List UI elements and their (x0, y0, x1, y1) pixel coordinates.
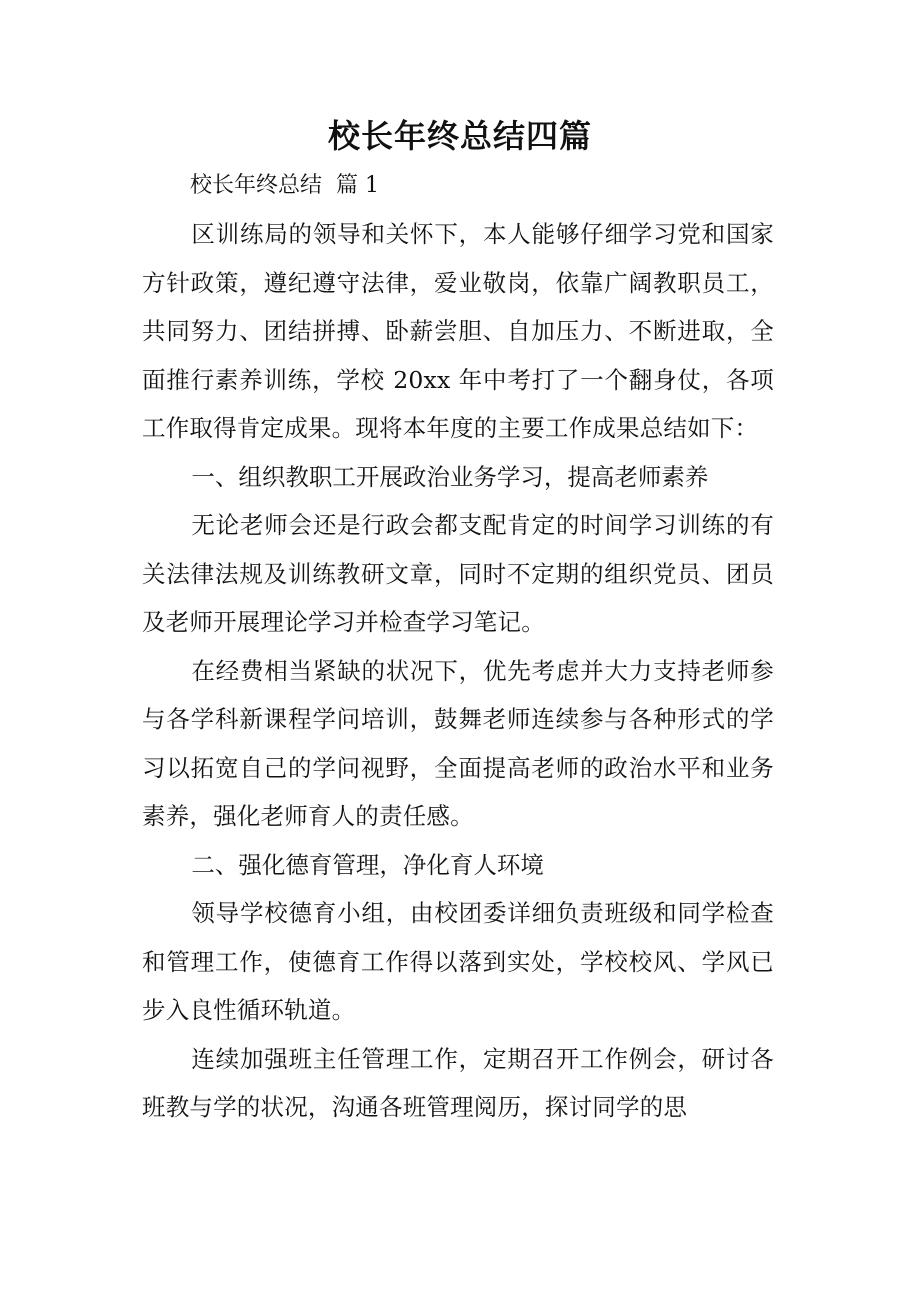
paragraph: 无论老师会还是行政会都支配肯定的时间学习训练的有关法律法规及训练教研文章，同时不定期的组织党员、团员及老师开展理论学习并检查学习笔记。 (142, 511, 774, 636)
section-subtitle: 校长年终总结 篇 1 (190, 173, 379, 198)
paragraph: 区训练局的领导和关怀下，本人能够仔细学习党和国家方针政策，遵纪遵守法律，爱业敬岗，依靠广阔教职员工，共同努力、团结拼搏、卧薪尝胆、自加压力、不断进取，全面推行素养训练，学校 20xx 年中考打了一个翻身仗，各项工作取得肯定成果。现将本年度的主要工作成果总结如下： (142, 220, 774, 442)
page-title: 校长年终总结四篇 (327, 117, 592, 155)
paragraph: 连续加强班主任管理工作，定期召开工作例会，研讨各班教与学的状况，沟通各班管理阅历，探讨同学的思 (142, 1044, 774, 1121)
paragraph: 在经费相当紧缺的状况下，优先考虑并大力支持老师参与各学科新课程学问培训，鼓舞老师连续参与各种形式的学习以拓宽自己的学问视野，全面提高老师的政治水平和业务素养，强化老师育人的责任感。 (142, 656, 774, 830)
section-heading: 二、强化德育管理，净化育人环境 (191, 850, 544, 879)
section-heading: 一、组织教职工开展政治业务学习，提高老师素养 (191, 462, 709, 491)
document-body (142, 210, 774, 1132)
paragraph: 领导学校德育小组，由校团委详细负责班级和同学检查和管理工作，使德育工作得以落到实处，学校校风、学风已步入良性循环轨道。 (142, 899, 774, 1024)
